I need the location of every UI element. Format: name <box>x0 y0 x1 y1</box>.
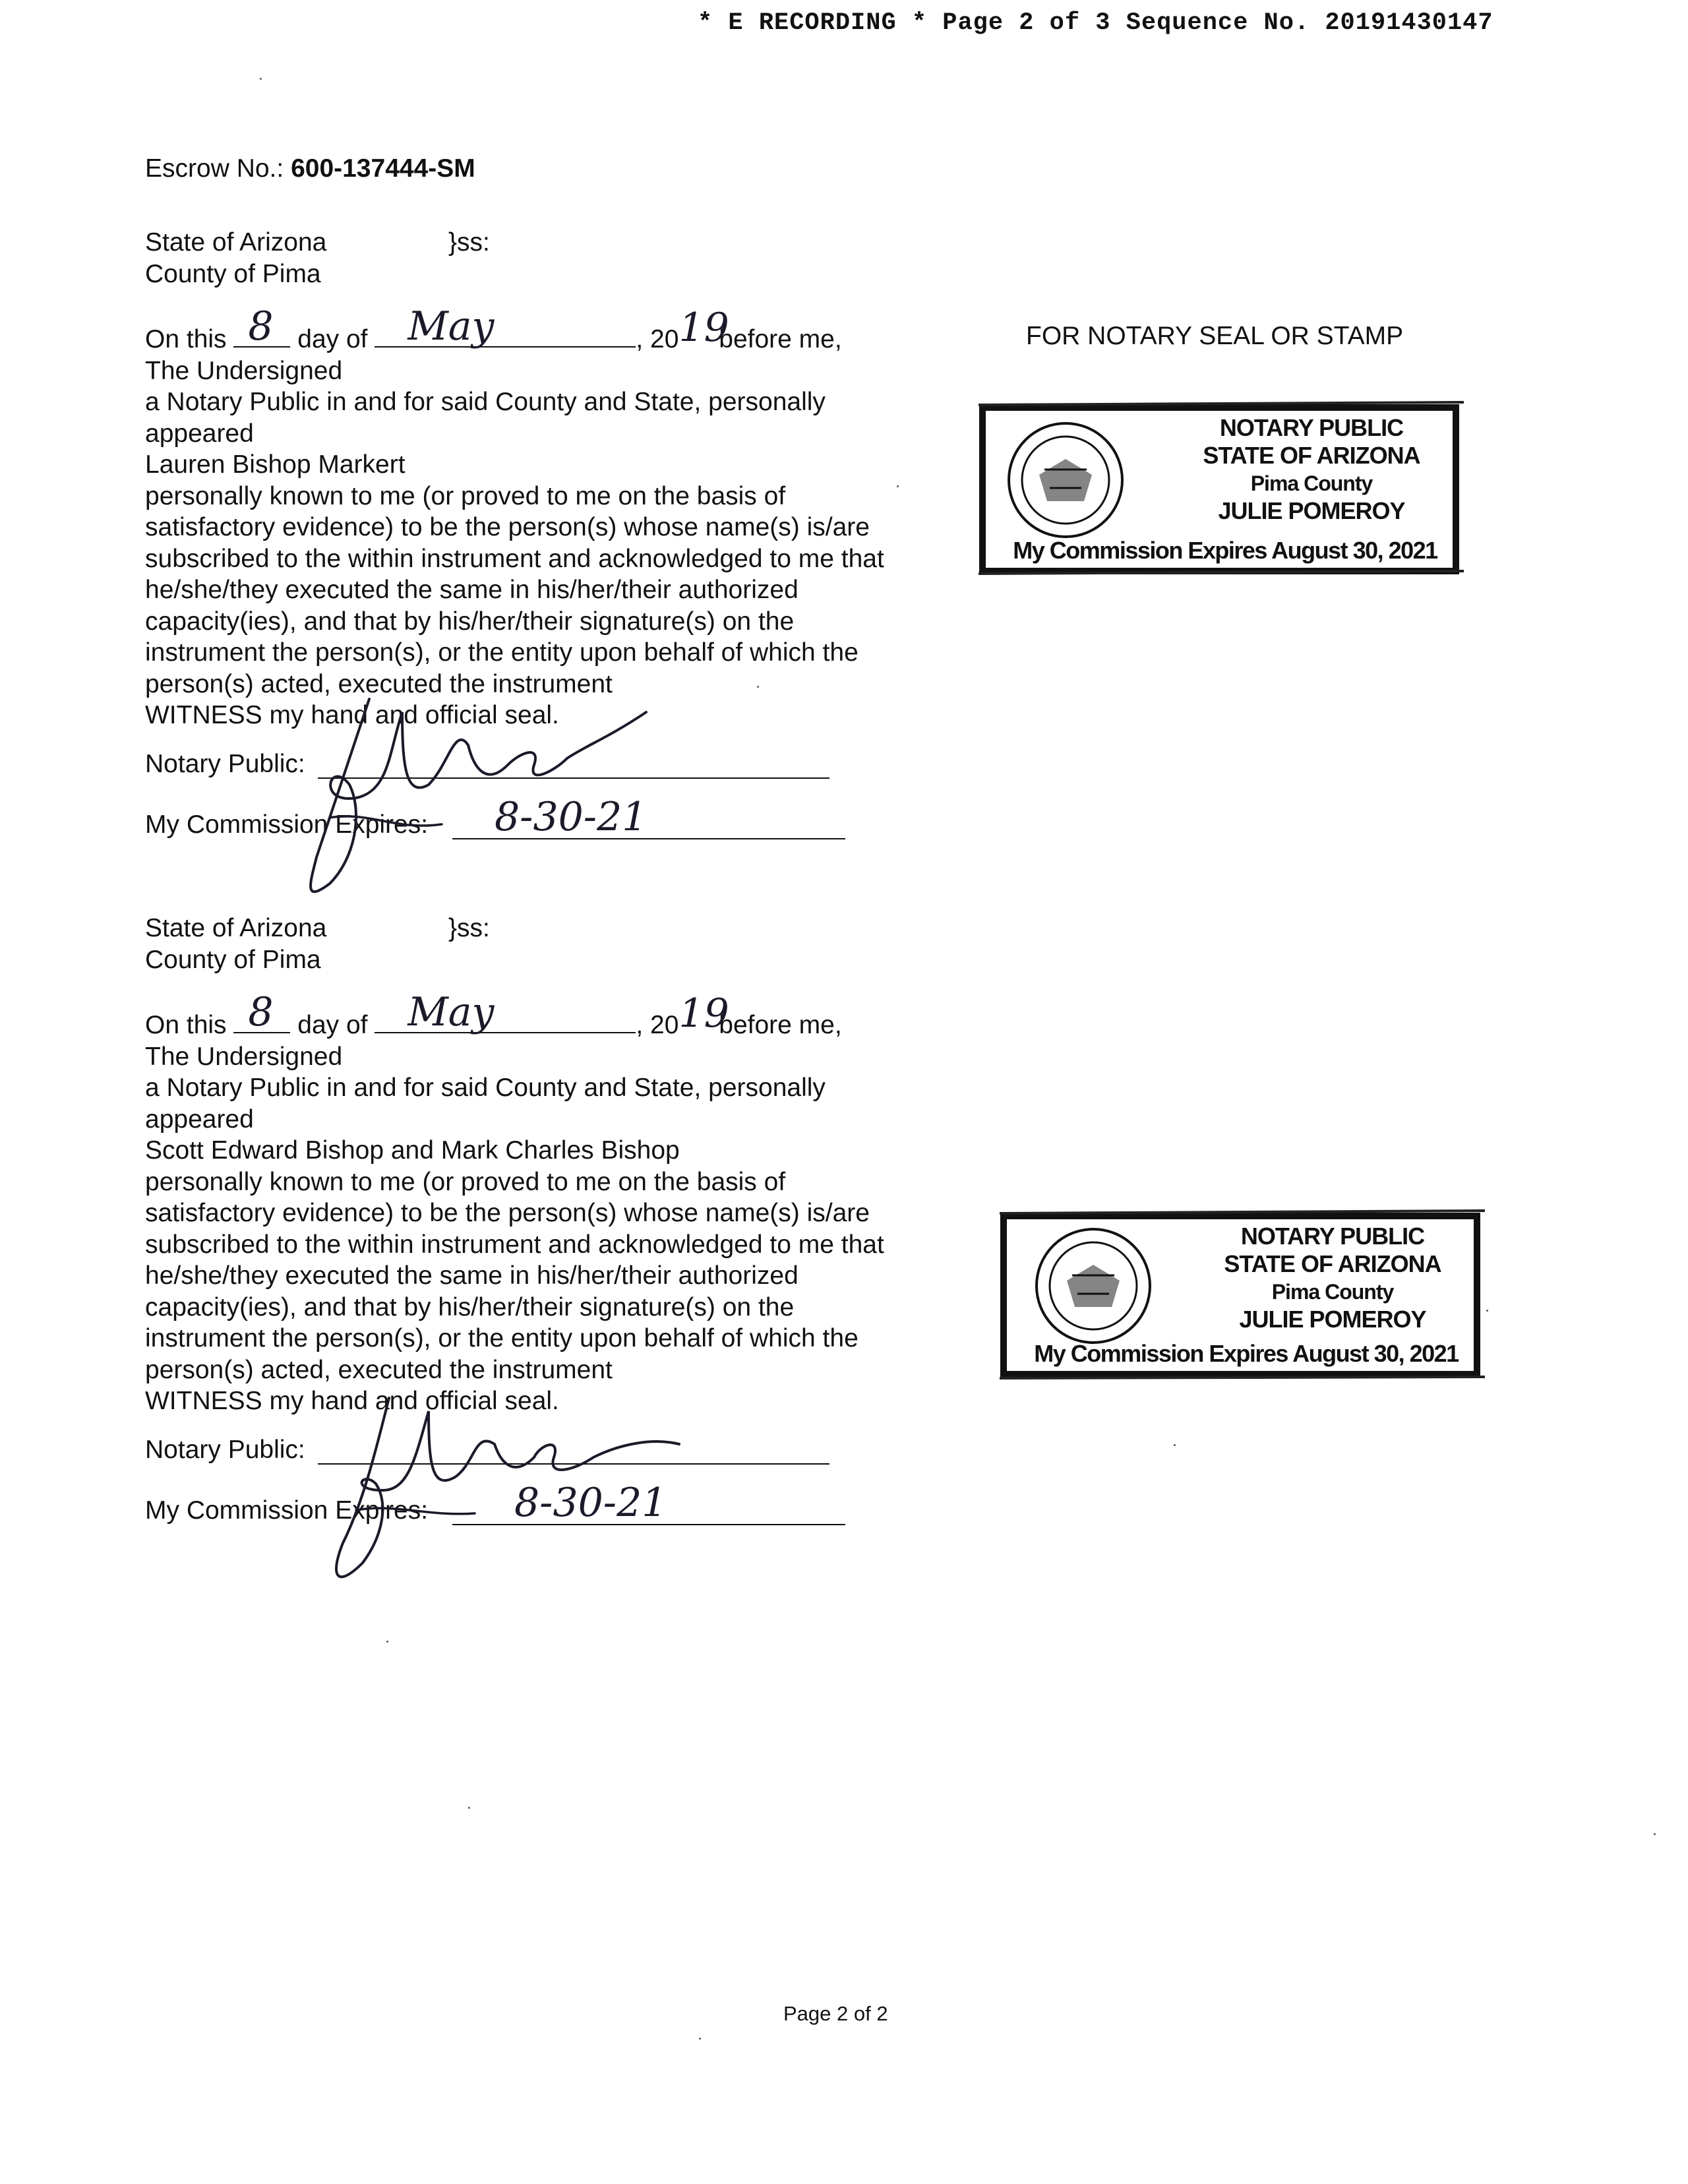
undersigned: The Undersigned <box>145 356 343 385</box>
handwritten-commission-date: 8-30-21 <box>495 793 648 840</box>
undersigned: The Undersigned <box>145 1042 343 1071</box>
body-line: subscribed to the within instrument and acknowledged to me that <box>145 1230 884 1259</box>
date-line: On this 8 day of May , 20 19 before me, <box>145 303 842 353</box>
body-line: subscribed to the within instrument and acknowledged to me that <box>145 544 884 573</box>
scan-speck <box>386 1641 388 1643</box>
scan-speck <box>699 2038 701 2040</box>
witness-line: WITNESS my hand and official seal. <box>145 1387 559 1415</box>
stamp-line: STATE OF ARIZONA <box>1224 1250 1441 1277</box>
ss-mark: }ss: <box>448 914 490 942</box>
day-blank <box>233 303 290 349</box>
scan-speck <box>260 78 262 80</box>
witness-line: WITNESS my hand and official seal. <box>145 701 559 729</box>
escrow-label: Escrow No.: <box>145 154 284 183</box>
commission-label: My Commission Expires: <box>145 1496 429 1525</box>
stamp-line: Pima County <box>1271 1280 1394 1304</box>
handwritten-year: 19 <box>678 305 729 351</box>
stamp-line: JULIE POMEROY <box>1239 1306 1426 1333</box>
recording-header: * E RECORDING * Page 2 of 3 Sequence No. 20191430147 <box>698 9 1493 37</box>
scan-speck <box>1486 1310 1488 1312</box>
body-line: person(s) acted, executed the instrument <box>145 1355 613 1384</box>
notary-public-label: Notary Public: <box>145 1435 305 1464</box>
scan-speck <box>1654 1833 1656 1835</box>
notary-stamp <box>1000 1204 1485 1387</box>
handwritten-day: 8 <box>248 303 274 349</box>
stamp-commission: My Commission Expires August 30, 2021 <box>1013 537 1437 564</box>
state-seal-icon <box>1037 1229 1150 1343</box>
stamp-text <box>1176 414 1447 525</box>
venue-state: State of Arizona }ss: <box>145 913 963 944</box>
year-blank <box>678 305 729 351</box>
stamp-line: JULIE POMEROY <box>1218 497 1405 524</box>
body-line: satisfactory evidence) to be the person(s) whose name(s) is/are <box>145 513 870 541</box>
stamp-line: NOTARY PUBLIC <box>1219 414 1404 441</box>
venue-county: County of Pima <box>145 945 321 974</box>
handwritten-month: May <box>407 303 495 349</box>
body-line: personally known to me (or proved to me on the basis of <box>145 1167 786 1196</box>
day-blank <box>233 989 290 1035</box>
escrow-line <box>145 154 475 183</box>
handwritten-day: 8 <box>248 989 274 1035</box>
body-line: person(s) acted, executed the instrument <box>145 669 613 698</box>
date-line: On this 8 day of May , 20 19 before me, <box>145 989 842 1039</box>
month-blank <box>375 989 636 1035</box>
body-line: personally known to me (or proved to me on the basis of <box>145 481 786 510</box>
handwritten-month: May <box>407 989 495 1035</box>
ss-mark: }ss: <box>448 228 490 257</box>
stamp-line: Pima County <box>1250 471 1373 495</box>
handwritten-commission-date: 8-30-21 <box>514 1479 667 1526</box>
handwritten-year: 19 <box>678 990 729 1037</box>
stamp-text <box>1197 1223 1468 1333</box>
state-seal-icon <box>1009 423 1122 537</box>
notary-signature <box>310 1385 692 1583</box>
venue-county: County of Pima <box>145 259 321 288</box>
scan-speck <box>897 485 899 487</box>
notary-signature <box>290 686 659 903</box>
body-line: instrument the person(s), or the entity upon behalf of which the <box>145 638 859 667</box>
body-line: he/she/they executed the same in his/her/their authorized <box>145 576 799 604</box>
appeared: appeared <box>145 419 254 448</box>
stamp-line: STATE OF ARIZONA <box>1203 442 1420 469</box>
scan-speck <box>468 1807 470 1809</box>
signer-names: Scott Edward Bishop and Mark Charles Bishop <box>145 1136 680 1165</box>
year-blank <box>678 990 729 1037</box>
notary-statement: a Notary Public in and for said County and State, personally <box>145 388 826 416</box>
body-line: capacity(ies), and that by his/her/their signature(s) on the <box>145 1292 795 1321</box>
notary-statement: a Notary Public in and for said County and State, personally <box>145 1074 826 1102</box>
appeared: appeared <box>145 1105 254 1134</box>
month-blank <box>375 303 636 349</box>
notary-stamp <box>979 396 1464 579</box>
commission-label: My Commission Expires: <box>145 810 429 839</box>
body-line: instrument the person(s), or the entity upon behalf of which the <box>145 1324 859 1352</box>
seal-area-title: FOR NOTARY SEAL OR STAMP <box>1026 322 1404 350</box>
body-line: he/she/they executed the same in his/her/their authorized <box>145 1261 799 1290</box>
venue-state: State of Arizona }ss: <box>145 227 963 258</box>
scan-speck <box>1174 1444 1176 1446</box>
body-line: capacity(ies), and that by his/her/their signature(s) on the <box>145 607 795 636</box>
stamp-line: NOTARY PUBLIC <box>1240 1223 1425 1250</box>
notary-public-label: Notary Public: <box>145 749 305 778</box>
page-footer: Page 2 of 2 <box>783 2002 888 2025</box>
escrow-number: 600-137444-SM <box>291 154 475 183</box>
scan-speck <box>757 686 759 688</box>
body-line: satisfactory evidence) to be the person(s) whose name(s) is/are <box>145 1199 870 1227</box>
signer-names: Lauren Bishop Markert <box>145 450 406 479</box>
stamp-commission: My Commission Expires August 30, 2021 <box>1034 1340 1459 1367</box>
